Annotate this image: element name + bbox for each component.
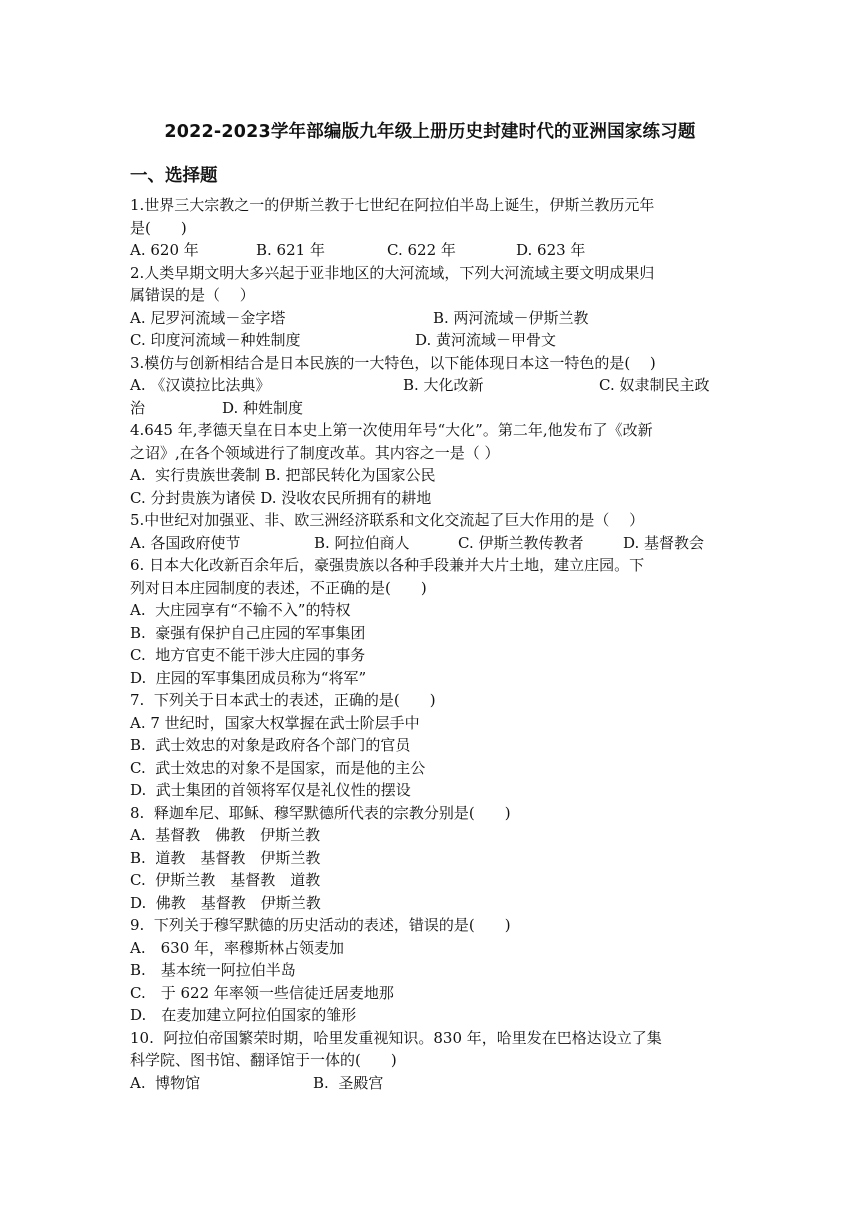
option-c: C. 622 年: [387, 241, 456, 259]
option-a: A. 7 世纪时，国家大权掌握在武士阶层手中: [130, 713, 420, 732]
question-1-stem-cont: 是( ): [130, 218, 187, 237]
option-b: B. 两河流域－伊斯兰教: [433, 308, 589, 327]
page-title: 2022-2023学年部编版九年级上册历史封建时代的亚洲国家练习题: [164, 122, 696, 142]
question-1-options: [130, 239, 735, 262]
question-list: [130, 194, 735, 1094]
question-4-options-cd: C. 分封贵族为诸侯 D. 没收农民所拥有的耕地: [130, 488, 432, 507]
option-c: C. 地方官吏不能干涉大庄园的事务: [130, 646, 366, 664]
section-heading: 一、选择题: [130, 166, 218, 186]
question-2-stem-cont: 属错误的是（ ）: [130, 286, 255, 304]
option-d: D. 623 年: [516, 241, 586, 259]
question-10-options: [130, 1072, 735, 1095]
option-d: D. 佛教 基督教 伊斯兰教: [130, 893, 321, 912]
option-a: A. 基督教 佛教 伊斯兰教: [130, 826, 321, 844]
question-2-options-cd: [130, 329, 735, 352]
option-d: D. 黄河流域－甲骨文: [415, 331, 557, 349]
question-5-stem: 5.中世纪对加强亚、非、欧三洲经济联系和文化交流起了巨大作用的是（ ）: [130, 511, 645, 529]
option-a: A. 大庄园享有“不输不入”的特权: [130, 601, 351, 619]
option-b: B. 武士效忠的对象是政府各个部门的官员: [130, 736, 411, 754]
question-5-options: [130, 532, 735, 555]
option-a: A. 博物馆: [130, 1073, 201, 1092]
option-a: A. 620 年: [130, 241, 199, 259]
option-d: D. 基督教会: [623, 533, 705, 552]
option-c: C. 武士效忠的对象不是国家，而是他的主公: [130, 758, 426, 777]
question-4-options-ab: A. 实行贵族世袭制 B. 把部民转化为国家公民: [130, 466, 436, 484]
option-a: A. 《汉谟拉比法典》: [130, 376, 271, 394]
question-3-stem: 3.模仿与创新相结合是日本民族的一大特色，以下能体现日本这一特色的是( ): [130, 353, 656, 372]
question-3-options: [130, 374, 735, 397]
option-b: B. 大化改新: [403, 376, 484, 394]
option-c: C. 印度河流域－种姓制度: [130, 331, 301, 349]
option-c: C. 伊斯兰教 基督教 道教: [130, 871, 321, 889]
option-c: C. 伊斯兰教传教者: [458, 533, 584, 552]
question-9-stem: 9. 下列关于穆罕默德的历史活动的表述，错误的是( ): [130, 916, 511, 934]
question-2-options-ab: [130, 307, 735, 330]
option-b: B. 道教 基督教 伊斯兰教: [130, 848, 321, 867]
option-d: D. 在麦加建立阿拉伯国家的雏形: [130, 1006, 357, 1024]
option-d: D. 庄园的军事集团成员称为“将军”: [130, 668, 367, 687]
option-d: D. 种姓制度: [222, 398, 304, 417]
option-d: D. 武士集团的首领将军仅是礼仪性的摆设: [130, 781, 411, 799]
question-4-stem: 4.645 年,孝德天皇在日本史上第一次使用年号“大化”。第二年,他发布了《改新: [130, 421, 653, 439]
option-b: B. 阿拉伯商人: [314, 533, 410, 552]
option-c-cont: 治: [130, 398, 146, 417]
question-7-stem: 7. 下列关于日本武士的表述，正确的是( ): [130, 691, 436, 709]
option-b: B. 圣殿宫: [313, 1073, 384, 1092]
question-10-stem: 10. 阿拉伯帝国繁荣时期，哈里发重视知识。830 年，哈里发在巴格达设立了集: [130, 1028, 662, 1047]
question-1-stem: 1.世界三大宗教之一的伊斯兰教于七世纪在阿拉伯半岛上诞生，伊斯兰教历元年: [130, 196, 655, 214]
option-a: A. 各国政府使节: [130, 533, 241, 552]
question-3-options-cont: [130, 397, 735, 420]
option-a: A. 630 年，率穆斯林占领麦加: [130, 938, 345, 957]
question-4-stem-cont: 之诏》,在各个领域进行了制度改革。其内容之一是（ ）: [130, 443, 500, 462]
option-b: B. 豪强有保护自己庄园的军事集团: [130, 623, 366, 642]
option-b: B. 621 年: [256, 241, 325, 259]
option-c: C. 于 622 年率领一些信徒迁居麦地那: [130, 983, 394, 1002]
question-6-stem: 6. 日本大化改新百余年后，豪强贵族以各种手段兼并大片土地，建立庄园。下: [130, 556, 645, 574]
question-2-stem: 2.人类早期文明大多兴起于亚非地区的大河流域，下列大河流域主要文明成果归: [130, 263, 655, 282]
option-b: B. 基本统一阿拉伯半岛: [130, 961, 296, 979]
option-c: C. 奴隶制民主政: [599, 376, 710, 394]
option-a: A. 尼罗河流域－金字塔: [130, 308, 286, 327]
question-10-stem-cont: 科学院、图书馆、翻译馆于一体的( ): [130, 1051, 397, 1069]
question-6-stem-cont: 列对日本庄园制度的表述，不正确的是( ): [130, 578, 427, 597]
question-8-stem: 8. 释迦牟尼、耶稣、穆罕默德所代表的宗教分别是( ): [130, 803, 511, 822]
